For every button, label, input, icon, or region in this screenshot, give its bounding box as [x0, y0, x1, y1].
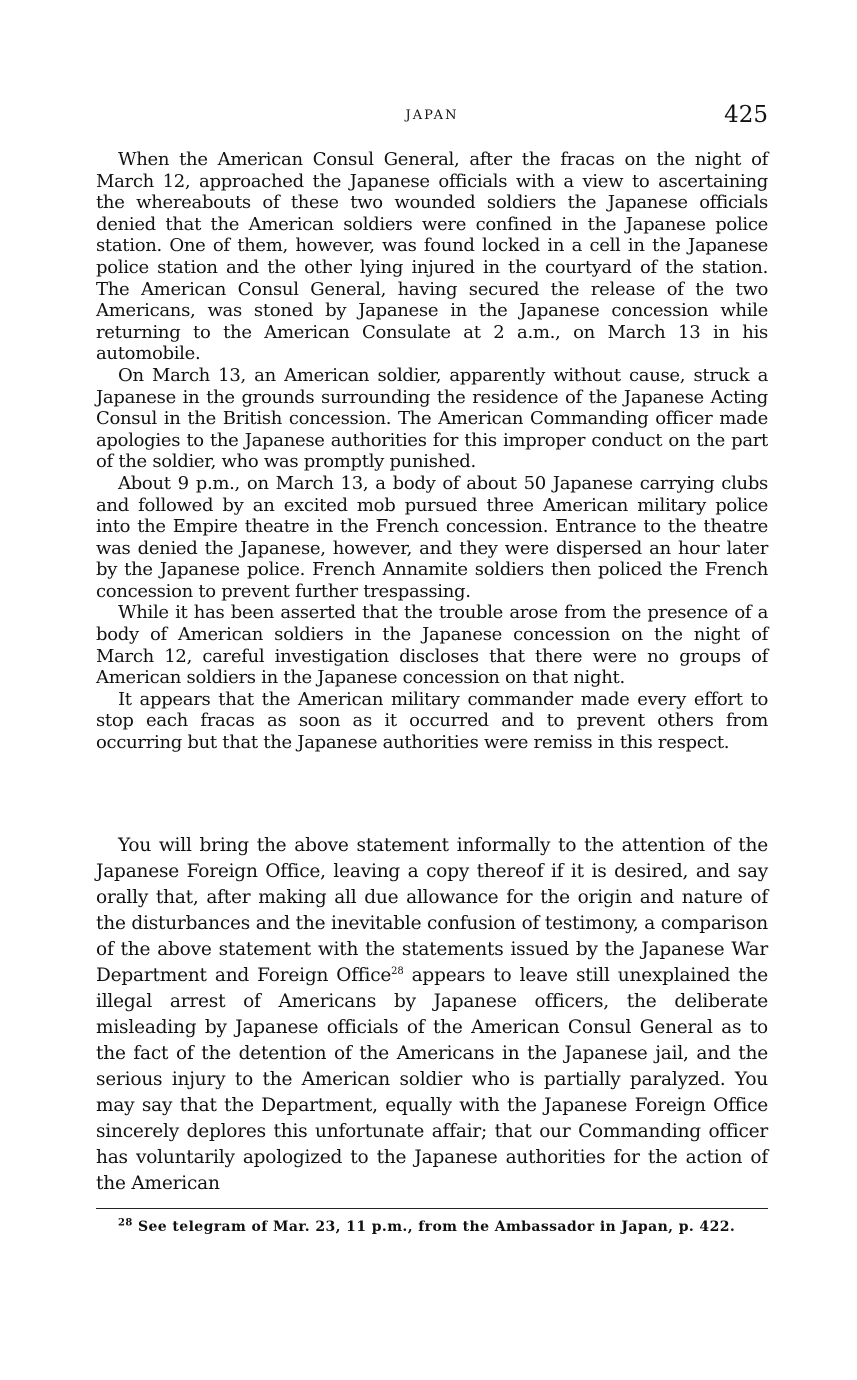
instructions-text-part-2: appears to leave still unexplained the illegal arrest of Americans by Japanese officers, the deliberate misleading by Japanese officials of the American Consul General as to the fact of the detention of the Americans in the Japanese jail, and the serious injury to the American soldier who is partially paralyzed. You may say that the Department, equally with the Japanese Foreign Office sincerely deplores this unfortunate affair; that our Commanding officer has voluntarily apologized to the Japanese authorities for the action of the American [96, 965, 768, 1194]
instructions-block [96, 833, 768, 1197]
footnote-marker: 28 [118, 1217, 133, 1229]
page-number: 425 [724, 102, 768, 128]
paragraph-investigation: While it has been asserted that the trouble arose from the presence of a body of American soldiers in the Japanese concession on the night of March 12, careful investigation discloses that there were no groups of American soldiers in the Japanese concession on that night. [96, 602, 768, 689]
footnote-divider [96, 1208, 768, 1209]
page-header [96, 102, 768, 132]
paragraph-empire-theatre: About 9 p.m., on March 13, a body of about 50 Japanese carrying clubs and followed by an excited mob pursued three American military police into the Empire theatre in the French concession. Entrance to the theatre was denied the Japanese, however, and they were dispersed an hour later by the Japanese police. French Annamite soldiers then policed the French concession to prevent further trespassing. [96, 472, 768, 602]
footnote-reference[interactable]: 28 [391, 965, 404, 977]
footnote-text: See telegram of Mar. 23, 11 p.m., from the Ambassador in Japan, p. 422. [132, 1219, 736, 1235]
paragraph-consul-general: When the American Consul General, after the fracas on the night of March 12, approached the Japanese officials with a view to ascertaining the whereabouts of these two wounded soldiers the Japanese officials denied that the American soldiers were confined in the Japanese police station. One of them, however, was found locked in a cell in the Japanese police station and the other lying injured in the courtyard of the station. The American Consul General, having secured the release of the two Americans, was stoned by Japanese in the Japanese concession while returning to the American Consulate at 2 a.m., on March 13 in his automobile. [96, 149, 768, 365]
paragraph-instructions [96, 833, 768, 1197]
paragraph-military-commander: It appears that the American military commander made every effort to stop each fracas as soon as it occurred and to prevent others from occurring but that the Japanese authorities were remiss in this respect. [96, 688, 768, 754]
instructions-text-part-1: You will bring the above statement informally to the attention of the Japanese Foreign Office, leaving a copy thereof if it is desired, and say orally that, after making all due allowance for the origin and nature of the disturbances and the inevitable confusion of testimony, a comparison of the above statement with the statements issued by the Japanese War Department and Foreign Office [96, 835, 768, 986]
paragraph-march-13-soldier: On March 13, an American soldier, apparently without cause, struck a Japanese in the grounds surrounding the residence of the Japanese Acting Consul in the British concession. The American Commanding officer made apologies to the Japanese authorities for this improper conduct on the part of the soldier, who was promptly punished. [96, 364, 768, 473]
quoted-statement [96, 149, 768, 754]
running-head: JAPAN [405, 108, 459, 123]
footnote [118, 1219, 735, 1235]
